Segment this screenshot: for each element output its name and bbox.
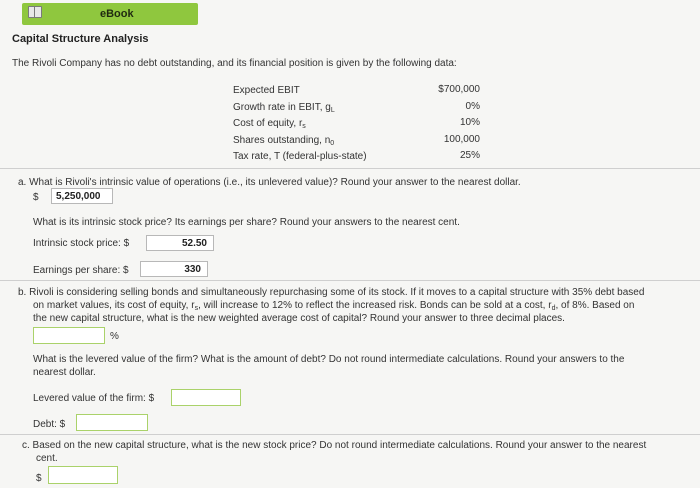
given-label-growth: Growth rate in EBIT, $g_L$ <box>233 102 335 114</box>
intro-text: The Rivoli Company has no debt outstanding, and its financial position is given by the following data: <box>12 58 457 69</box>
stock-price-input[interactable]: 52.50 <box>146 235 214 251</box>
levered-value-input[interactable] <box>171 389 241 406</box>
given-value-shares: 100,000 <box>443 134 480 145</box>
value-of-operations-input[interactable]: 5,250,000 <box>51 188 113 204</box>
given-label-cost-equity: Cost of equity, $r_s$ <box>233 118 306 130</box>
given-value-cost-equity: 10% <box>459 117 480 128</box>
given-label-ebit: Expected EBIT <box>233 85 300 96</box>
given-value-growth: 0% <box>465 101 480 112</box>
part-b-question2-line2: nearest dollar. <box>33 367 96 378</box>
given-label-tax: Tax rate, T (federal-plus-state) <box>233 151 367 162</box>
given-label-shares: Shares outstanding, $n_0$ <box>233 135 335 147</box>
part-a-question: a. What is Rivoli's intrinsic value of operations (i.e., its unlevered value)? Round your answer to the nearest dollar. <box>18 177 521 188</box>
divider <box>0 434 700 435</box>
book-icon <box>28 6 42 18</box>
ebook-label: eBook <box>100 8 134 20</box>
debt-input[interactable] <box>76 414 148 431</box>
part-b-question-line2: on market values, its cost of equity, $r_s$, will increase to 12% to reflect the increased risk. Bonds can be sold at a cost, $r_d$, of 8%. Based on <box>33 300 635 312</box>
divider <box>0 280 700 281</box>
levered-value-label: Levered value of the firm: $ <box>33 393 155 404</box>
given-value-ebit: $700,000 <box>438 84 480 95</box>
part-b-question2-line1: What is the levered value of the firm? What is the amount of debt? Do not round intermediate calculations. Round your answers to the <box>33 354 625 365</box>
currency-symbol: $ <box>36 473 42 484</box>
part-b-question-line3: the new capital structure, what is the new weighted average cost of capital? Round your answer to three decimal places. <box>33 313 565 324</box>
eps-label: Earnings per share: $ <box>33 265 129 276</box>
given-value-tax: 25% <box>459 150 480 161</box>
stock-price-label: Intrinsic stock price: $ <box>33 238 130 249</box>
percent-symbol: % <box>110 331 119 342</box>
currency-symbol: $ <box>33 192 39 203</box>
new-stock-price-input[interactable] <box>48 466 118 484</box>
page-title: Capital Structure Analysis <box>12 33 149 45</box>
divider <box>0 168 700 169</box>
part-c-question-line1: c. Based on the new capital structure, what is the new stock price? Do not round intermediate calculations. Round your answer to the nearest <box>22 440 647 451</box>
part-b-question-line1: b. Rivoli is considering selling bonds and simultaneously repurchasing some of its stock. If it moves to a capital structure with 35% debt based <box>18 287 645 298</box>
part-a-question-2: What is its intrinsic stock price? Its earnings per share? Round your answers to the nearest cent. <box>33 217 460 228</box>
debt-label: Debt: $ <box>33 419 66 430</box>
eps-input[interactable]: 330 <box>140 261 208 277</box>
part-c-question-line2: cent. <box>36 453 58 464</box>
wacc-input[interactable] <box>33 327 105 344</box>
